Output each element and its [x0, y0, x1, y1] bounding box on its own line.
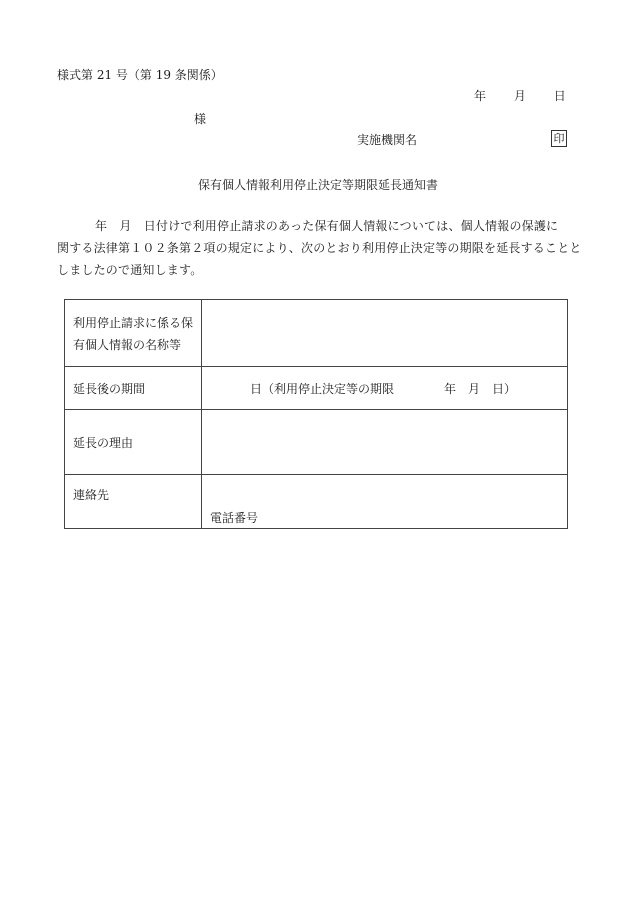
issue-date — [474, 87, 566, 104]
phone-number-label: 電話番号 — [210, 511, 259, 525]
form-number: 様式第 21 号（第 19 条関係） — [57, 68, 223, 82]
contact-value[interactable] — [202, 475, 568, 529]
table-row-extended-period — [65, 367, 568, 410]
date-day-label: 日 — [553, 89, 566, 103]
extended-period-label: 延長後の期間 — [65, 367, 202, 410]
body-line-1: 年 月 日付けで利用停止請求のあった保有個人情報については、個人情報の保護に — [95, 219, 559, 233]
contact-label: 連絡先 — [65, 475, 202, 529]
target-info-label: 利用停止請求に係る保 有個人情報の名称等 — [65, 300, 202, 367]
recipient-suffix: 様 — [194, 112, 207, 126]
date-year-label: 年 — [474, 89, 487, 103]
notice-body — [57, 215, 582, 281]
target-info-value[interactable] — [202, 300, 568, 367]
table-row-contact — [65, 475, 568, 529]
extended-period-value[interactable] — [202, 367, 568, 410]
reason-label: 延長の理由 — [65, 410, 202, 475]
body-line-3: しましたので通知します。 — [57, 263, 203, 277]
reason-value[interactable] — [202, 410, 568, 475]
period-day-text: 日（利用停止決定等の期限 — [250, 382, 395, 396]
seal-mark: 印 — [551, 130, 567, 147]
period-deadline-date: 年 月 日） — [444, 382, 517, 396]
date-month-label: 月 — [513, 89, 526, 103]
document-title: 保有個人情報利用停止決定等期限延長通知書 — [197, 178, 438, 192]
table-row-target-info — [65, 300, 568, 367]
body-line-2: 関する法律第１０２条第２項の規定により、次のとおり利用停止決定等の期限を延長することと — [57, 241, 582, 255]
table-row-reason — [65, 410, 568, 475]
extension-details-table — [64, 299, 568, 529]
agency-name-label: 実施機関名 — [357, 133, 418, 147]
